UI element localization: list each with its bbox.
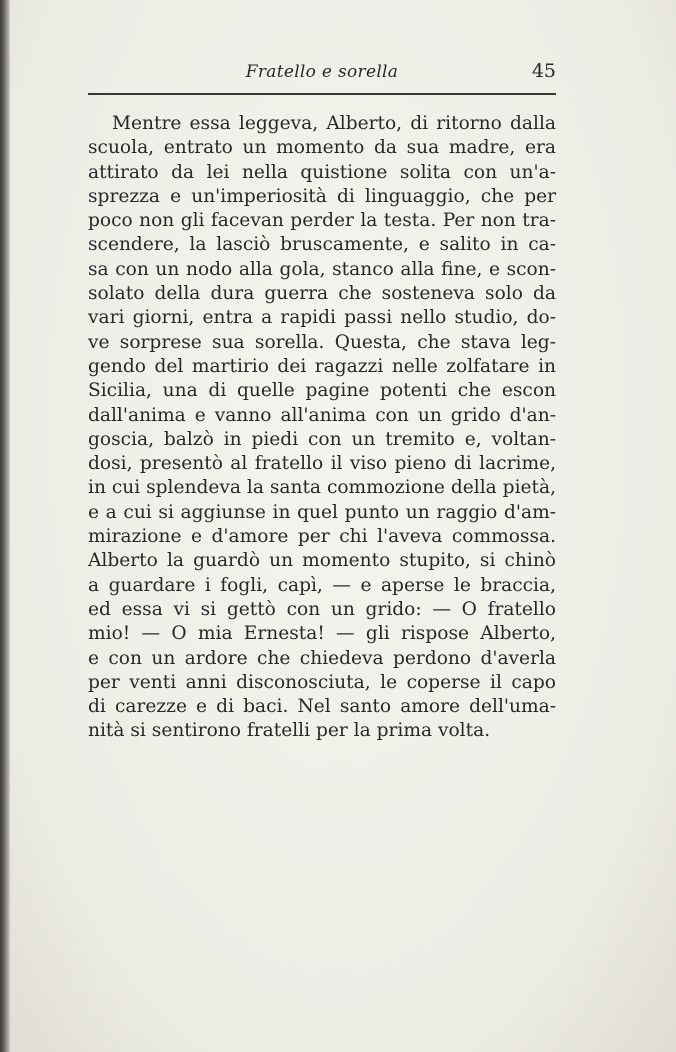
text-line: poco non gli facevan perder la testa. Per non tra- xyxy=(88,210,556,232)
text-line: Mentre essa leggeva, Alberto, di ritorno dalla xyxy=(112,113,556,134)
text-line: scendere, la lasciò bruscamente, e salito in ca- xyxy=(88,234,556,256)
body-paragraph xyxy=(88,112,556,744)
text-line: scuola, entrato un momento da sua madre, era xyxy=(88,137,556,159)
text-line: Alberto la guardò un momento stupito, si chinò xyxy=(88,550,556,572)
page-number: 45 xyxy=(531,60,556,82)
header-rule xyxy=(88,93,556,95)
text-line: solato della dura guerra che sosteneva solo da xyxy=(88,283,556,305)
running-title: Fratello e sorella xyxy=(245,62,399,82)
text-line: dosi, presentò al fratello il viso pieno di lacrime, xyxy=(88,453,556,475)
text-line: e a cui si aggiunse in quel punto un raggio d'am- xyxy=(88,501,556,523)
text-line: sa con un nodo alla gola, stanco alla fine, e scon- xyxy=(88,258,556,280)
text-line: per venti anni disconosciuta, le coperse il capo xyxy=(88,671,556,693)
page-header xyxy=(88,60,556,88)
text-line: goscia, balzò in piedi con un tremito e, voltan- xyxy=(88,428,556,450)
text-line: attirato da lei nella quistione solita con un'a- xyxy=(88,161,556,183)
text-line: di carezze e di baci. Nel santo amore dell'uma- xyxy=(88,696,556,718)
text-line: ed essa vi si gettò con un grido: — O fratello xyxy=(88,598,556,620)
text-line: mio! — O mia Ernesta! — gli rispose Alberto, xyxy=(88,623,556,645)
text-line: nità si sentirono fratelli per la prima volta. xyxy=(88,720,491,742)
text-line: Sicilia, una di quelle pagine potenti che escon xyxy=(88,380,556,402)
page-gutter-shadow xyxy=(0,0,10,1052)
text-line: ve sorprese sua sorella. Questa, che stava leg- xyxy=(88,331,556,353)
text-line: a guardare i fogli, capì, — e aperse le braccia, xyxy=(88,574,556,596)
text-line: e con un ardore che chiedeva perdono d'averla xyxy=(88,647,556,669)
text-line: sprezza e un'imperiosità di linguaggio, che per xyxy=(88,185,556,207)
text-line: dall'anima e vanno all'anima con un grido d'an- xyxy=(88,404,556,426)
text-line: mirazione e d'amore per chi l'aveva commossa. xyxy=(88,526,556,548)
text-line: in cui splendeva la santa commozione della pietà, xyxy=(88,477,556,499)
text-line: gendo del martirio dei ragazzi nelle zolfatare in xyxy=(88,355,556,377)
text-line: vari giorni, entra a rapidi passi nello studio, do- xyxy=(88,307,556,329)
